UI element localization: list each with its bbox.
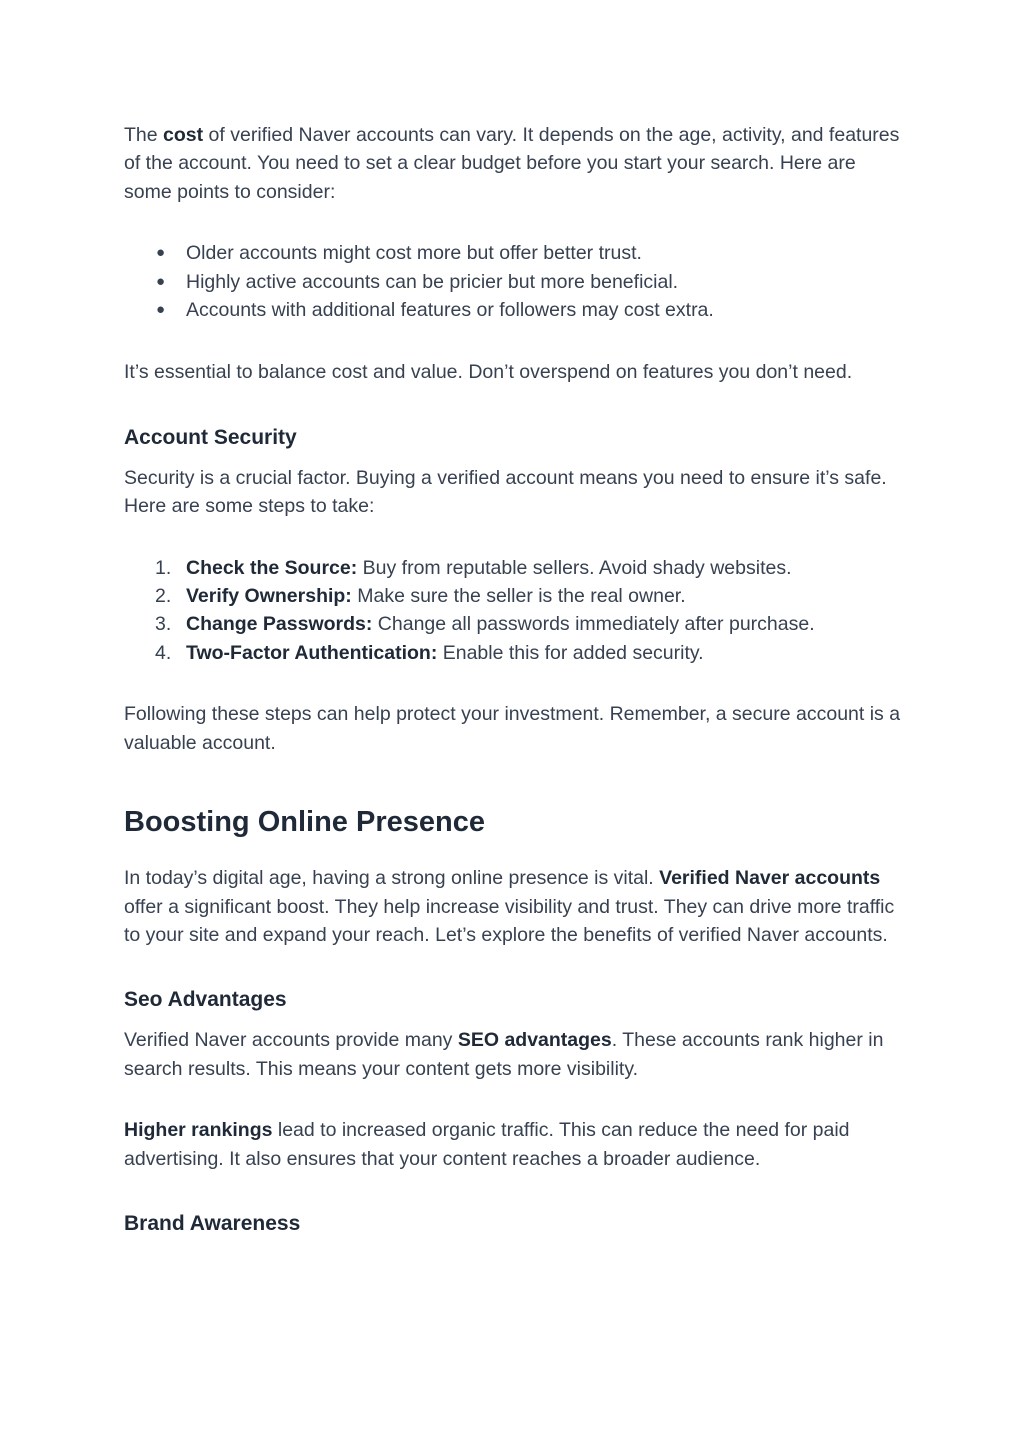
step-number: 1. [155, 556, 172, 579]
intro-bold-cost: cost [163, 124, 204, 146]
seo-paragraph-2: Higher rankings lead to increased organic traffic. This can reduce the need for paid advertising. It also ensures that your content reaches a broader audience. [124, 1119, 850, 1170]
step-text: Make sure the seller is the real owner. [351, 585, 686, 608]
boosting-heading: Boosting Online Presence [124, 806, 485, 839]
list-item [124, 582, 904, 610]
balance-paragraph: It’s essential to balance cost and value. Don’t overspend on features you don’t need. [124, 361, 853, 384]
step-number: 3. [155, 613, 172, 636]
step-text: Buy from reputable sellers. Avoid shady websites. [357, 556, 792, 579]
bold-verified-naver-accounts: Verified Naver accounts [659, 867, 881, 890]
step-title: Check the Source: [186, 556, 358, 579]
list-item [124, 554, 904, 582]
intro-paragraph [124, 121, 904, 206]
step-number: 4. [155, 641, 172, 664]
step-title: Two-Factor Authentication: [186, 641, 438, 664]
boosting-intro: In today’s digital age, having a strong online presence is vital. Verified Naver accounts offer a significant boost. They help increase visibility and trust. They can drive more traffic to your site and expand your reach. Let’s explore the benefits of verified Naver accounts. [124, 867, 895, 946]
seo-paragraph-1: Verified Naver accounts provide many SEO advantages. These accounts rank higher in search results. This means your content gets more visibility. [124, 1029, 884, 1080]
list-item [124, 639, 904, 667]
list-item: ● Accounts with additional features or followers may cost extra. [124, 296, 904, 324]
brand-awareness-heading: Brand Awareness [124, 1211, 301, 1235]
step-text: Enable this for added security. [437, 641, 704, 664]
account-security-heading: Account Security [124, 425, 297, 449]
step-text: Change all passwords immediately after purchase. [372, 613, 815, 636]
account-security-closing: Following these steps can help protect your investment. Remember, a secure account is a valuable account. [124, 703, 901, 754]
bold-higher-rankings: Higher rankings [124, 1119, 273, 1142]
list-item: ● Highly active accounts can be pricier but more beneficial. [124, 268, 904, 296]
list-item: ● Older accounts might cost more but offer better trust. [124, 239, 904, 267]
intro-text-post: of verified Naver accounts can vary. It depends on the age, activity, and features of the account. You need to set a clear budget before you start your search. Here are some points to consider: [124, 124, 900, 203]
step-title: Change Passwords: [186, 613, 373, 636]
security-steps-list [124, 554, 904, 668]
cost-points-list [124, 239, 904, 324]
bullet-icon: ● [156, 272, 166, 290]
intro-text-pre: The [124, 124, 164, 146]
step-number: 2. [155, 585, 172, 608]
bullet-icon: ● [156, 301, 166, 319]
bullet-icon: ● [156, 244, 166, 262]
step-title: Verify Ownership: [186, 585, 352, 608]
list-item [124, 610, 904, 638]
seo-heading: Seo Advantages [124, 988, 287, 1012]
account-security-intro: Security is a crucial factor. Buying a verified account means you need to ensure it’s safe. Here are some steps to take: [124, 466, 887, 518]
document-page [124, 121, 904, 1239]
bold-seo-advantages: SEO advantages [457, 1029, 612, 1052]
